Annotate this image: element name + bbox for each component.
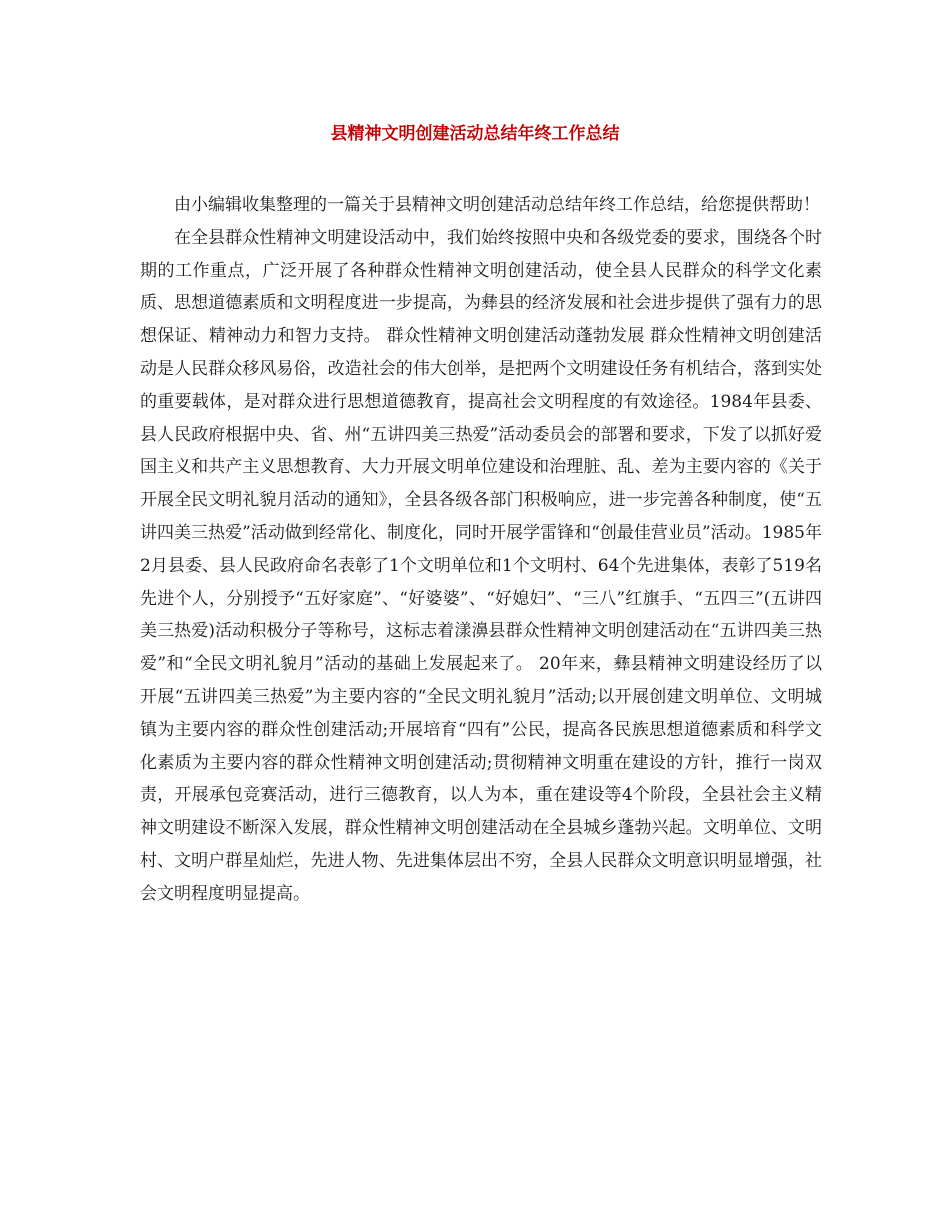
main-paragraph: 在全县群众性精神文明建设活动中，我们始终按照中央和各级党委的要求，围绕各个时期的工作重点，广泛开展了各种群众性精神文明创建活动，使全县人民群众的科学文化素质、思想道德素质和文明程度进一步提高，为彝县的经济发展和社会进步提供了强有力的思想保证、精神动力和智力支持。 群众性精神文明创建活动蓬勃发展 群众性精神文明创建活动是人民群众移风易俗，改造社会的伟大创举，是把两个文明建设任务有机结合，落到实处的重要载体，是对群众进行思想道德教育，提高社会文明程度的有效途径。1984年县委、县人民政府根据中央、省、州“五讲四美三热爱”活动委员会的部署和要求，下发了以抓好爱国主义和共产主义思想教育、大力开展文明单位建设和治理脏、乱、差为主要内容的《关于开展全民文明礼貌月活动的通知》，全县各级各部门积极响应，进一步完善各种制度，使“五讲四美三热爱”活动做到经常化、制度化，同时开展学雷锋和“创最佳营业员”活动。1985年2月县委、县人民政府命名表彰了1个文明单位和1个文明村、64个先进集体，表彰了519名先进个人，分别授予“五好家庭”、“好婆婆”、“好媳妇”、“三八”红旗手、“五四三”(五讲四美三热爱)活动积极分子等称号，这标志着漾濞县群众性精神文明创建活动在“五讲四美三热爱”和“全民文明礼貌月”活动的基础上发展起来了。 20年来，彝县精神文明建设经历了以开展“五讲四美三热爱”为主要内容的“全民文明礼貌月”活动;以开展创建文明单位、文明城镇为主要内容的群众性创建活动;开展培育“四有”公民，提高各民族思想道德素质和科学文化素质为主要内容的群众性精神文明创建活动;贯彻精神文明重在建设的方针，推行一岗双责，开展承包竞赛活动，进行三德教育，以人为本，重在建设等4个阶段，全县社会主义精神文明建设不断深入发展，群众性精神文明创建活动在全县城乡蓬勃兴起。文明单位、文明村、文明户群星灿烂，先进人物、先进集体层出不穷，全县人民群众文明意识明显增强，社会文明程度明显提高。 [140,227,822,904]
document-body [140,189,822,911]
document-title: 县精神文明创建活动总结年终工作总结 [330,124,620,144]
intro-paragraph: 由小编辑收集整理的一篇关于县精神文明创建活动总结年终工作总结，给您提供帮助！ [174,195,820,215]
